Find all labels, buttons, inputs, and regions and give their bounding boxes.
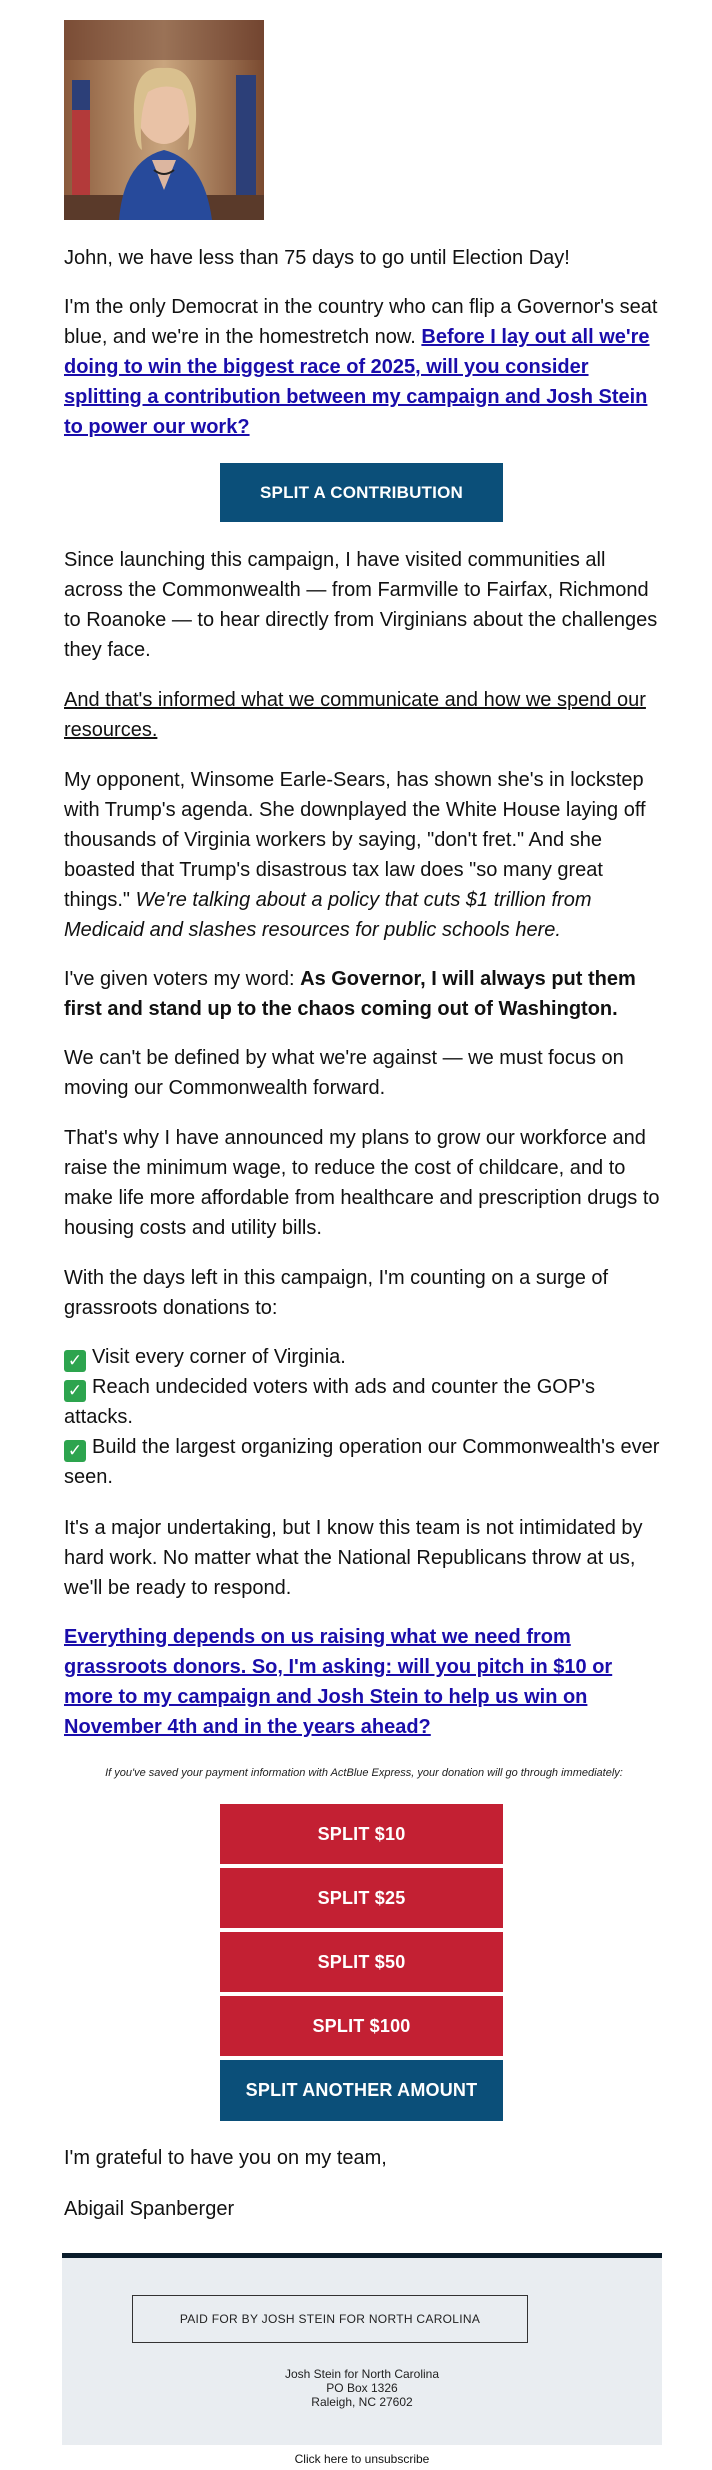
informed-paragraph bbox=[64, 685, 664, 745]
check-mark-icon: ✓ bbox=[64, 1350, 86, 1372]
opponent-paragraph bbox=[64, 765, 664, 945]
candidate-photo bbox=[64, 20, 264, 220]
split-100-button[interactable]: SPLIT $100 bbox=[220, 1996, 503, 2056]
split-contribution-button[interactable]: SPLIT A CONTRIBUTION bbox=[220, 463, 503, 522]
donations-paragraph bbox=[64, 1263, 664, 1323]
intro-text: I'm the only Democrat in the country who can flip a Governor's seat blue, and we're in the homestretch now. bbox=[64, 296, 658, 348]
list-item: ✓ Reach undecided voters with ads and counter the GOP's attacks. bbox=[64, 1376, 595, 1428]
undertaking-paragraph bbox=[64, 1513, 664, 1603]
closing-paragraph bbox=[64, 2143, 664, 2173]
intro-paragraph bbox=[64, 292, 664, 442]
ask-paragraph bbox=[64, 1622, 664, 1742]
plans-text: That's why I have announced my plans to grow our workforce and raise the minimum wage, to reduce the cost of childcare, and to make life more affordable from healthcare and prescription drugs to housing costs and utility bills. bbox=[64, 1127, 660, 1239]
split-10-button[interactable]: SPLIT $10 bbox=[220, 1804, 503, 1864]
greeting-text: John, we have less than 75 days to go until Election Day! bbox=[64, 247, 570, 269]
donations-text: With the days left in this campaign, I'm counting on a surge of grassroots donations to: bbox=[64, 1267, 609, 1319]
pledge-paragraph bbox=[64, 964, 664, 1024]
undertaking-text: It's a major undertaking, but I know this team is not intimidated by hard work. No matter what the National Republicans throw at us, we'll be ready to respond. bbox=[64, 1517, 643, 1599]
pledge-text: I've given voters my word: bbox=[64, 968, 301, 990]
footer-po-box: PO Box 1326 bbox=[326, 2381, 398, 2395]
closing-text: I'm grateful to have you on my team, bbox=[64, 2147, 387, 2169]
campaign-text: Since launching this campaign, I have visited communities all across the Commonwealth — from Farmville to Fairfax, Richmond to Roanoke — to hear directly from Virginians about the challenges they face. bbox=[64, 549, 658, 661]
split-another-amount-button[interactable]: SPLIT ANOTHER AMOUNT bbox=[220, 2060, 503, 2121]
opponent-text: My opponent, Winsome Earle-Sears, has shown she's in lockstep with Trump's agenda. She downplayed the White House laying off thousands of Virginia workers by saying, "don't fret." And she boasted that Trump's disastrous tax law does "so many great things." bbox=[64, 769, 646, 911]
check-mark-icon: ✓ bbox=[64, 1380, 86, 1402]
campaign-paragraph bbox=[64, 545, 664, 665]
opponent-italic-text: We're talking about a policy that cuts $1 trillion from Medicaid and slashes resources for public schools here. bbox=[64, 889, 592, 941]
footer-org: Josh Stein for North Carolina bbox=[284, 2367, 440, 2381]
plans-paragraph bbox=[64, 1123, 664, 1243]
unsubscribe-link[interactable]: Click here to unsubscribe bbox=[294, 2452, 430, 2466]
forward-text: We can't be defined by what we're against — we must focus on moving our Commonwealth forward. bbox=[64, 1047, 624, 1099]
list-item: ✓ Visit every corner of Virginia. bbox=[64, 1342, 664, 1372]
split-contribution-link[interactable]: Before I lay out all we're doing to win the biggest race of 2025, will you consider splitting a contribution between my campaign and Josh Stein to power our work? bbox=[64, 326, 650, 438]
footer bbox=[62, 2258, 662, 2445]
forward-paragraph bbox=[64, 1043, 664, 1103]
split-25-button[interactable]: SPLIT $25 bbox=[220, 1868, 503, 1928]
signature-text: Abigail Spanberger bbox=[64, 2198, 235, 2220]
greeting-paragraph bbox=[64, 243, 664, 273]
actblue-note: If you've saved your payment information with ActBlue Express, your donation will go through immediately: bbox=[105, 1767, 623, 1779]
check-mark-icon: ✓ bbox=[64, 1440, 86, 1462]
informed-text: And that's informed what we communicate and how we spend our resources. bbox=[64, 689, 646, 741]
list-item: ✓ Build the largest organizing operation our Commonwealth's ever seen. bbox=[64, 1436, 660, 1488]
pitch-in-link[interactable]: Everything depends on us raising what we need from grassroots donors. So, I'm asking: will you pitch in $10 or more to my campaign and Josh Stein to help us win on November 4th and in the years ahead? bbox=[64, 1626, 613, 1738]
split-50-button[interactable]: SPLIT $50 bbox=[220, 1932, 503, 1992]
pledge-bold-text: As Governor, I will always put them first and stand up to the chaos coming out of Washington. bbox=[64, 968, 636, 1020]
footer-city: Raleigh, NC 27602 bbox=[311, 2395, 413, 2409]
paid-for-disclaimer: PAID FOR BY JOSH STEIN FOR NORTH CAROLINA bbox=[132, 2295, 528, 2343]
goals-list bbox=[64, 1342, 664, 1492]
signature-paragraph bbox=[64, 2194, 664, 2224]
